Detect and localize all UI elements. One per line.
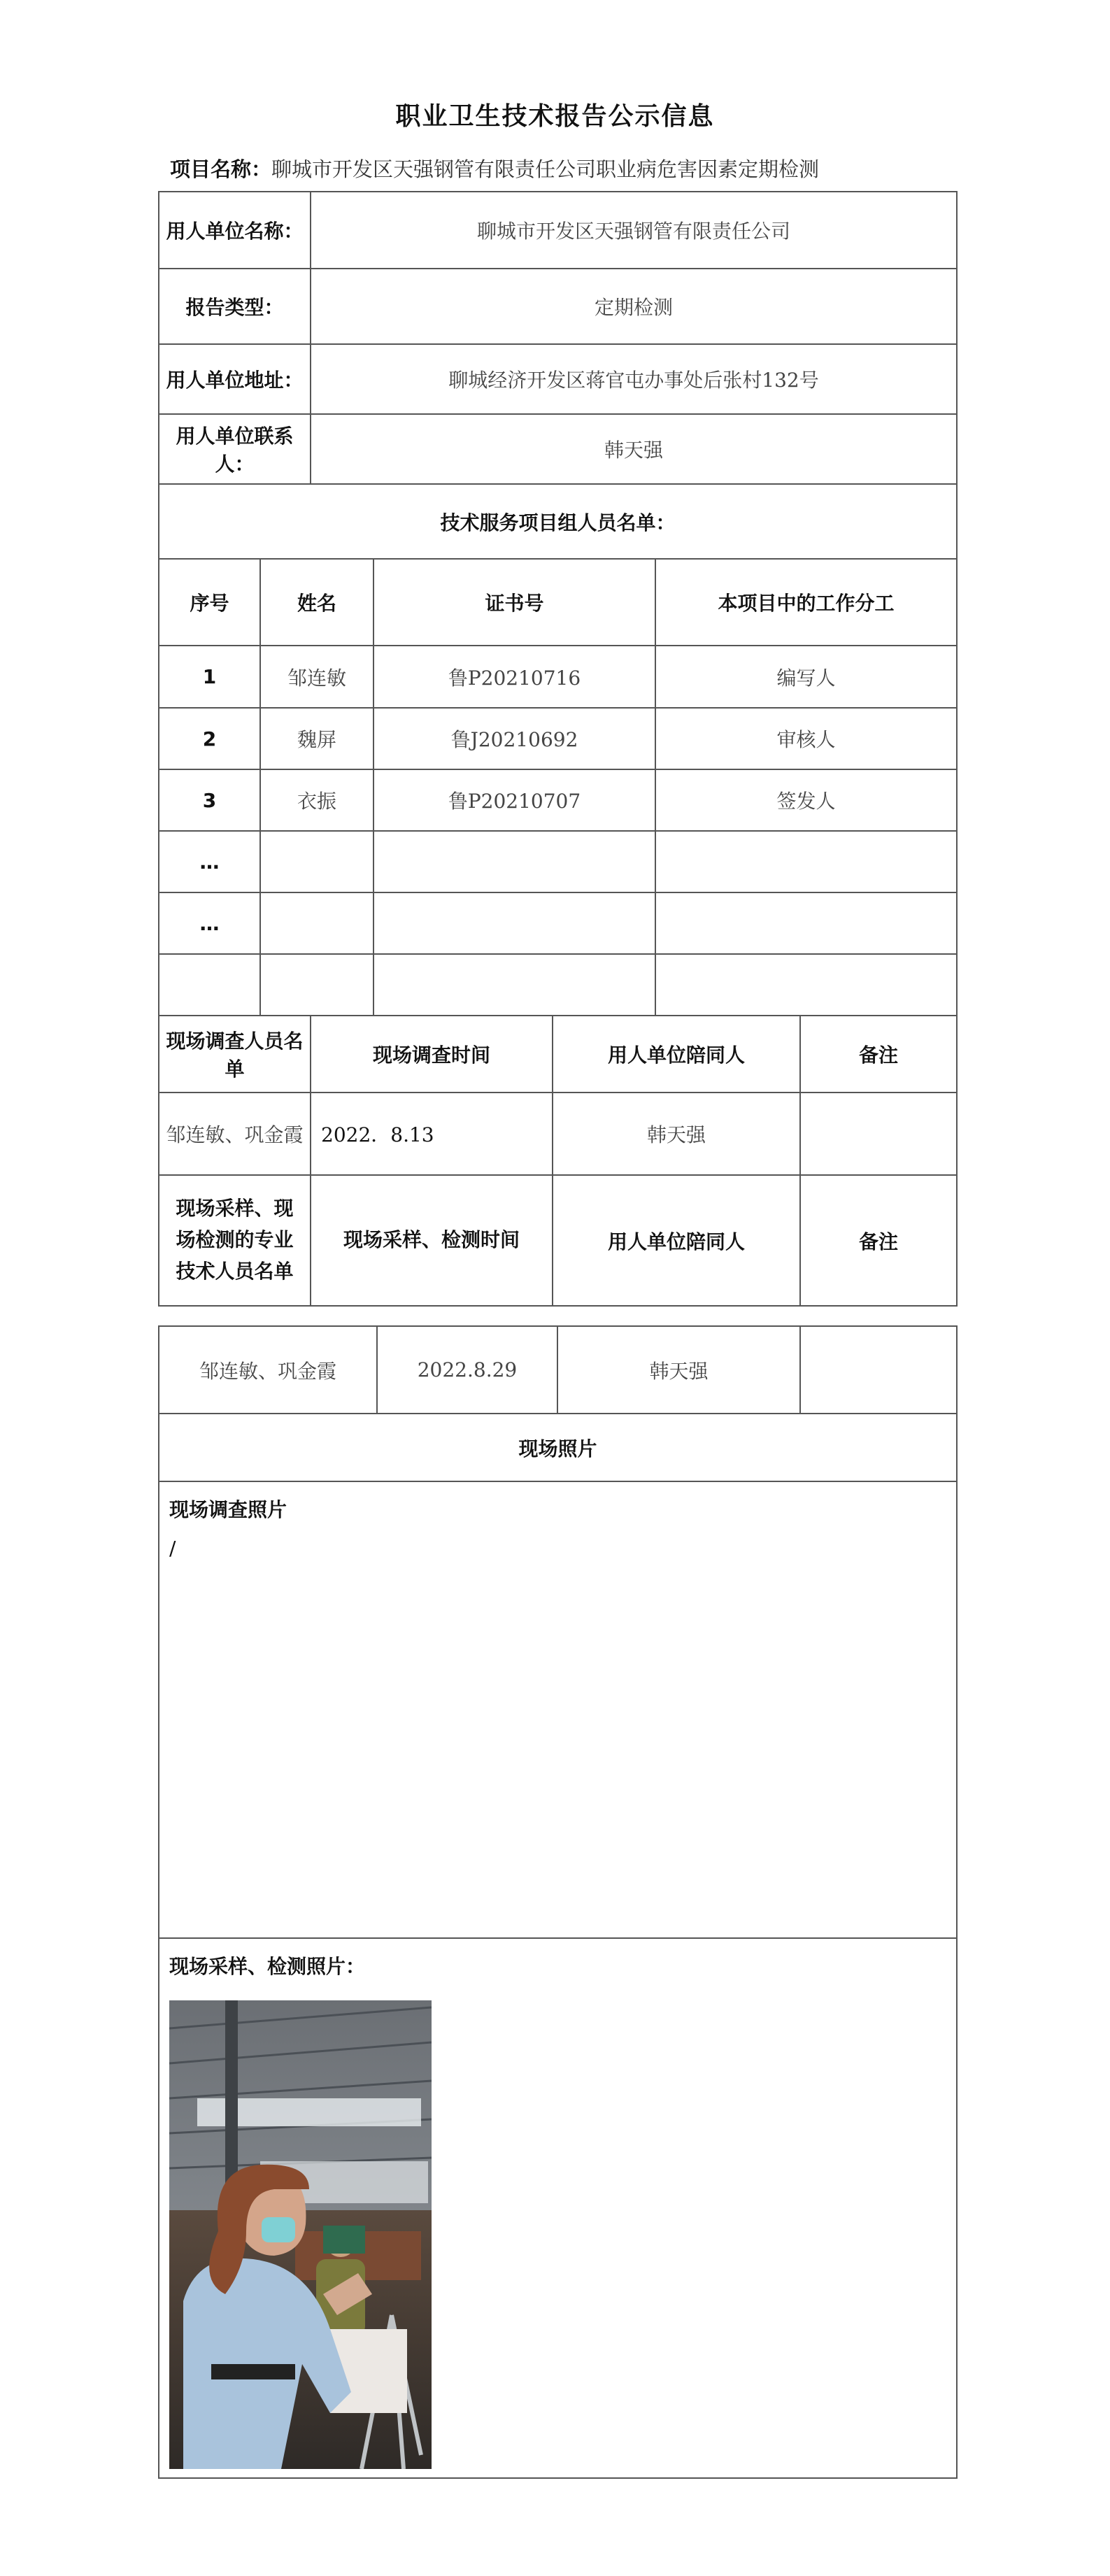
team-row-role: 编写人 [655,646,957,708]
document-title: 职业卫生技术报告公示信息 [395,102,715,131]
main-info-table [158,191,958,1307]
project-name-value: 聊城市开发区天强钢管有限责任公司职业病危害因素定期检测 [271,157,820,181]
team-row [159,831,957,892]
survey-header-row [159,1016,957,1093]
team-row [159,708,957,769]
team-row-no: 1 [159,646,260,708]
project-name-line [170,154,819,183]
sampling-photo-label: 现场采样、检测照片： [169,1955,366,1978]
survey-photo-row [159,1481,957,1938]
survey-header-escort: 用人单位陪同人 [553,1016,800,1093]
sampling-header-note: 备注 [800,1175,957,1306]
team-row-name [260,831,373,892]
report-type-label: 报告类型： [159,269,311,344]
sampling-staff: 邹连敏、巩金霞 [159,1326,377,1414]
team-row-cert: 鲁P20210716 [373,646,655,708]
photos-table [158,1325,958,2479]
team-row-cert [373,954,655,1016]
survey-header-note: 备注 [800,1016,957,1093]
survey-time: 2022．8.13 [311,1093,553,1175]
address-label: 用人单位地址： [159,344,311,414]
sampling-photo-row [159,1938,957,2478]
sampling-header-staff: 现场采样、现场检测的专业技术人员名单 [159,1175,311,1306]
team-row-no: 2 [159,708,260,769]
team-heading: 技术服务项目组人员名单： [159,484,957,559]
survey-photo-placeholder: / [169,1537,176,1560]
team-row-role: 审核人 [655,708,957,769]
site-sampling-photo-image [169,2000,432,2469]
sampling-data-row [159,1326,957,1414]
sampling-header-time: 现场采样、检测时间 [311,1175,553,1306]
report-type-value: 定期检测 [311,269,957,344]
team-row-name: 魏屏 [260,708,373,769]
team-row [159,769,957,831]
address-value: 聊城经济开发区蒋官屯办事处后张村132号 [311,344,957,414]
team-row-role [655,892,957,954]
team-header-row [159,559,957,646]
photos-heading-row [159,1414,957,1481]
sampling-header-row [159,1175,957,1306]
sampling-note [800,1326,957,1414]
team-row-role: 签发人 [655,769,957,831]
team-row-role [655,954,957,1016]
team-row-name: 衣振 [260,769,373,831]
sampling-photo-cell [159,1938,957,2478]
team-row-no: … [159,831,260,892]
team-row [159,892,957,954]
survey-escort: 韩天强 [553,1093,800,1175]
col-header-no: 序号 [159,559,260,646]
survey-note [800,1093,957,1175]
project-name-label: 项目名称： [170,157,272,181]
info-row-contact [159,414,957,484]
contact-label: 用人单位联系人： [159,414,311,484]
team-row-cert: 鲁J20210692 [373,708,655,769]
col-header-name: 姓名 [260,559,373,646]
team-heading-row [159,484,957,559]
sampling-escort: 韩天强 [557,1326,800,1414]
team-row-cert [373,892,655,954]
team-row-cert [373,831,655,892]
survey-staff: 邹连敏、巩金霞 [159,1093,311,1175]
col-header-role: 本项目中的工作分工 [655,559,957,646]
photos-heading: 现场照片 [159,1414,957,1481]
survey-data-row [159,1093,957,1175]
col-header-cert: 证书号 [373,559,655,646]
info-row-address [159,344,957,414]
sampling-time: 2022.8.29 [377,1326,557,1414]
team-row-name: 邹连敏 [260,646,373,708]
survey-photo-label: 现场调查照片 [169,1498,287,1521]
survey-photo-cell [159,1481,957,1938]
contact-value: 韩天强 [311,414,957,484]
team-row [159,646,957,708]
survey-header-staff: 现场调查人员名单 [159,1016,311,1093]
team-row-role [655,831,957,892]
info-row-employer [159,192,957,269]
team-row-name [260,892,373,954]
team-row-name [260,954,373,1016]
sampling-header-escort: 用人单位陪同人 [553,1175,800,1306]
team-row-no: 3 [159,769,260,831]
site-sampling-photo [169,2000,432,2469]
employer-value: 聊城市开发区天强钢管有限责任公司 [311,192,957,269]
employer-label: 用人单位名称： [159,192,311,269]
team-row-no [159,954,260,1016]
info-row-report-type [159,269,957,344]
survey-header-time: 现场调查时间 [311,1016,553,1093]
team-row-cert: 鲁P20210707 [373,769,655,831]
team-row [159,954,957,1016]
team-row-no: … [159,892,260,954]
